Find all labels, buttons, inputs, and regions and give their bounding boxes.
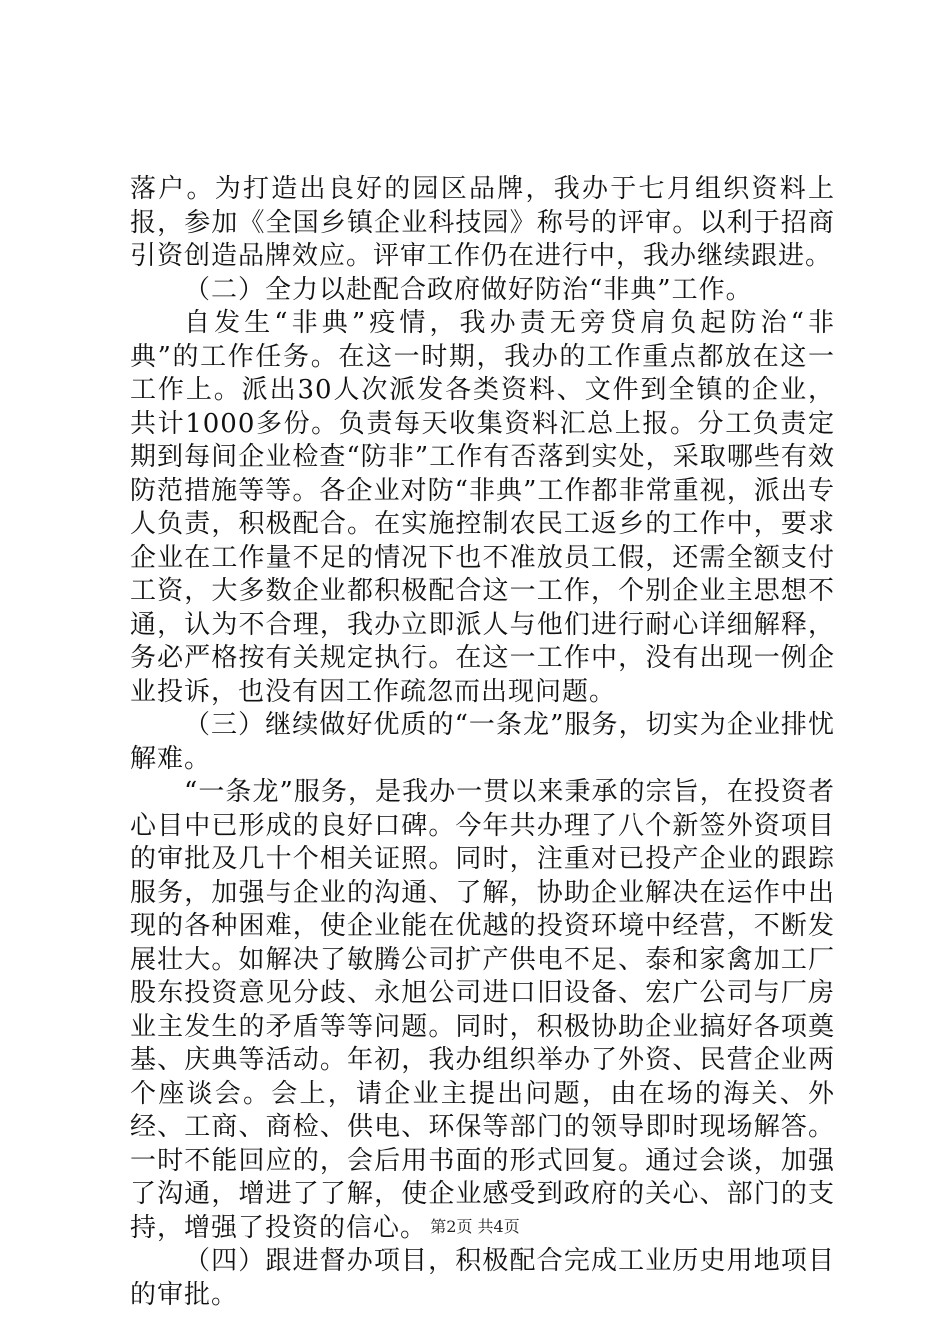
document-body	[130, 173, 835, 1312]
section-heading-3: （三）继续做好优质的“一条龙”服务，切实为企业排忧解难。	[130, 710, 835, 774]
section-heading-4: （四）跟进督办项目，积极配合完成工业历史用地项目的审批。	[130, 1246, 835, 1310]
section-heading-2: （二）全力以赴配合政府做好防治“非典”工作。	[184, 274, 753, 305]
paragraph-continuation: 落户。为打造出良好的园区品牌，我办于七月组织资料上报，参加《全国乡镇企业科技园》称号的评审。以利于招商引资创造品牌效应。评审工作仍在进行中，我办继续跟进。	[130, 174, 835, 271]
page-footer: 第2页 共4页	[430, 1217, 520, 1236]
paragraph-one-stop-service: “一条龙”服务，是我办一贯以来秉承的宗旨，在投资者心目中已形成的良好口碑。今年共办理了八个新签外资项目的审批及几十个相关证照。同时，注重对已投产企业的跟踪服务，加强与企业的沟通、了解，协助企业解决在运作中出现的各种困难，使企业能在优越的投资环境中经营，不断发展壮大。如解决了敏腾公司扩产供电不足、泰和家禽加工厂股东投资意见分歧、永旭公司进口旧设备、宏广公司与厂房业主发生的矛盾等等问题。同时，积极协助企业搞好各项奠基、庆典等活动。年初，我办组织举办了外资、民营企业两个座谈会。会上，请企业主提出问题，由在场的海关、外经、工商、商检、供电、环保等部门的领导即时现场解答。一时不能回应的，会后用书面的形式回复。通过会谈，加强了沟通，增进了了解，使企业感受到政府的关心、部门的支持，增强了投资的信心。	[130, 777, 835, 1243]
paragraph-sars-work: 自发生“非典”疫情，我办责无旁贷肩负起防治“非典”的工作任务。在这一时期，我办的工作重点都放在这一工作上。派出30人次派发各类资料、文件到全镇的企业，共计1000多份。负责每天收集资料汇总上报。分工负责定期到每间企业检查“防非”工作有否落到实处，采取哪些有效防范措施等等。各企业对防“非典”工作都非常重视，派出专人负责，积极配合。在实施控制农民工返乡的工作中，要求企业在工作量不足的情况下也不准放员工假，还需全额支付工资，大多数企业都积极配合这一工作，个别企业主思想不通，认为不合理，我办立即派人与他们进行耐心详细解释，务必严格按有关规定执行。在这一工作中，没有出现一例企业投诉，也没有因工作疏忽而出现问题。	[130, 308, 835, 707]
